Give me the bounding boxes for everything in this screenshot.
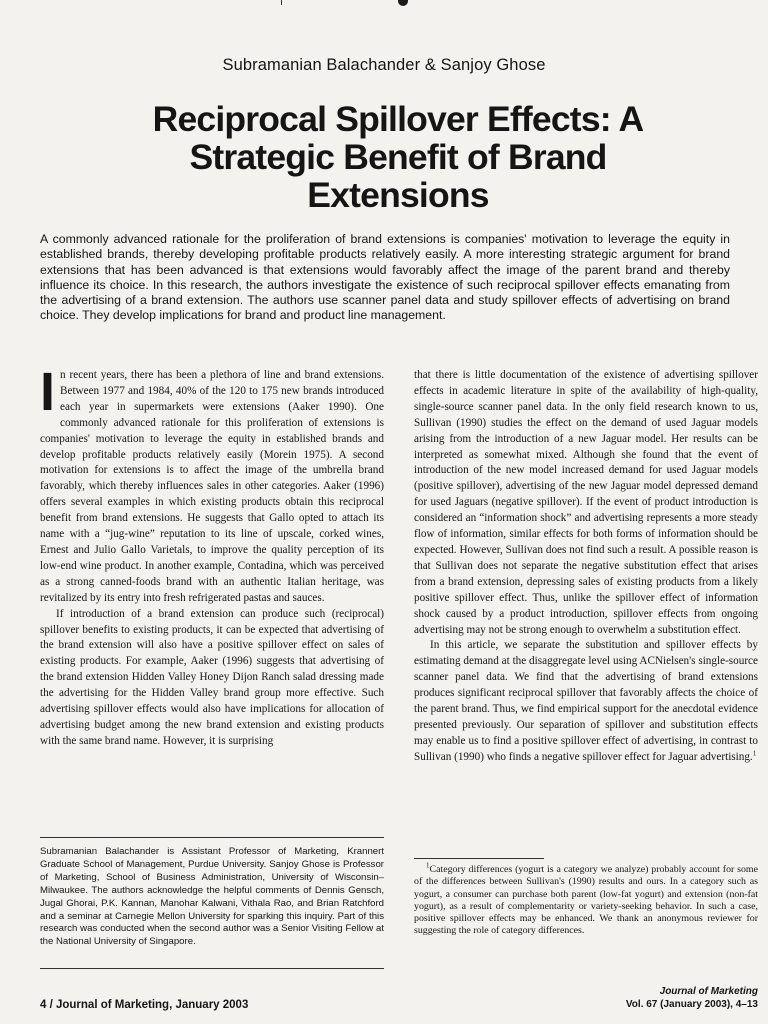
journal-name: Journal of Marketing bbox=[659, 986, 758, 997]
journal-volume: Vol. 67 (January 2003), 4–13 bbox=[625, 998, 758, 1010]
page-footer-citation: 4 / Journal of Marketing, January 2003 bbox=[40, 999, 249, 1011]
bio-top-rule bbox=[40, 837, 384, 838]
body-text: n recent years, there has been a plethora of line and brand extensions. Between 1977 and 1984, 40% of the 120 to 175 new brands introduced each year in supermarkets were extensions (Aaker 1990). One commonly advanced rationale for this proliferation of extensions is companies' motivation to leverage the equity in established brands and develop profitable products relatively easily (Morein 1975). A second motivation for extensions is to affect the image of the umbrella brand favorably, which thereby influences sales in other categories. Aaker (1996) offers several examples in which existing products obtain this reciprocal benefit from brand extensions. He suggests that Gallo opted to attach its name with a “jug-wine” reputation to its line of upscale, corked wines, Ernest and Julio Gallo Varietals, to improve the quality perception of its low-end wine product. In another example, Contadina, which was perceived as a strong canned-foods brand with an authentic Italian heritage, was revitalized by its entry into fresh refrigerated pastas and sauces. bbox=[40, 369, 384, 604]
scan-artifact-tick bbox=[281, 0, 282, 5]
author-bio: Subramanian Balachander is Assistant Professor of Marketing, Krannert Graduate School of Management, Purdue University. Sanjoy Ghose is Professor of Marketing, School of Business Administration, University of Wisconsin–Milwaukee. The authors acknowledge the helpful comments of Dennis Gensch, Jugal Ghorai, P.K. Kannan, Manohar Kalwani, Vithala Rao, and Brian Ratchford and a seminar at Carnegie Mellon University for sparking this inquiry. Part of this research was conducted when the second author was a Senior Visiting Fellow at the National University of Singapore. bbox=[40, 846, 384, 948]
bio-bottom-rule bbox=[40, 968, 384, 969]
drop-cap: I bbox=[40, 362, 56, 422]
body-paragraph bbox=[40, 362, 384, 607]
body-column-right bbox=[414, 368, 758, 766]
article-abstract: A commonly advanced rationale for the proliferation of brand extensions is companies' motivation to leverage the equity in established brands, thereby developing profitable products relatively easily. A more interesting strategic argument for brand extensions that has been advanced is that extensions would favorably affect the image of the parent brand and thereby influence its choice. In this research, the authors investigate the existence of such reciprocal spillover effects emanating from the advertising of a brand extension. The authors use scanner panel data and study spillover effects of advertising on brand choice. They develop implications for brand and product line management. bbox=[40, 232, 730, 323]
body-paragraph bbox=[414, 638, 758, 765]
page-footer-journal bbox=[560, 986, 758, 1011]
footnote-mark: 1 bbox=[426, 861, 430, 870]
body-text: In this article, we separate the substitution and spillover effects by estimating demand at the disaggregate level using ACNielsen's single-source scanner panel data. We find that the advertising of brand extensions produces significant reciprocal spillover that favorably affects the choice of the parent brand. Thus, we find empirical support for the anecdotal evidence presented previously. Our separation of spillover and substitution effects may enable us to find a positive spillover effect of advertising, in contrast to Sullivan (1990) who finds a negative spillover effect for Jaguar advertising. bbox=[414, 639, 758, 763]
article-title: Reciprocal Spillover Effects: A Strategic Benefit of Brand Extensions bbox=[152, 99, 644, 215]
body-paragraph: that there is little documentation of the existence of advertising spillover effects in academic literature in spite of the availability of high-quality, single-source scanner panel data. In the only field research known to us, Sullivan (1990) studies the effect on the demand of used Jaguar models arising from the introduction of a new Jaguar model. Her results can be interpreted as somewhat mixed. Although she found that the event of introduction of the new model increased demand for used Jaguar models (positive spillover), advertising of the new Jaguar model depressed demand for used Jaguars (negative spillover). If the event of product introduction is considered an “information shock” and advertising represents a more steady flow of information, similar effects for both forms of information should be expected. However, Sullivan does not find such a result. A possible reason is that Sullivan does not separate the negative substitution effect that arises from a brand extension, depressing sales of existing products from a likely positive spillover effect. Thus, unlike the spillover effect of information shock caused by a product introduction, spillover effects from ongoing advertising may not be strong enough to overwhelm a substitution effect. bbox=[414, 369, 758, 636]
body-column-left bbox=[40, 362, 384, 750]
article-authors: Subramanian Balachander & Sanjoy Ghose bbox=[222, 56, 546, 74]
scan-artifact-mark bbox=[398, 0, 408, 6]
footnote-reference: 1 bbox=[752, 749, 757, 758]
body-paragraph: If introduction of a brand extension can produce such (reciprocal) spillover benefits to existing products, it can be expected that advertising of the brand extension will also have a positive spillover effect on sales of existing products. For example, Aaker (1996) suggests that advertising of the brand extension Hidden Valley Honey Dijon Ranch salad dressing made the advertising for the Hidden Valley brand group more effective. Such advertising spillover effects would also have implications for allocation of advertising budget among the new brand extension and existing products with the same brand name. However, it is surprising bbox=[40, 607, 384, 747]
footnote bbox=[414, 861, 758, 938]
footnote-rule bbox=[414, 858, 544, 859]
footnote-text: Category differences (yogurt is a category we analyze) probably account for some of the differences between Sullivan's (1990) results and ours. In a category such as yogurt, a consumer can purchase both parent (low-fat yogurt) and extension (non-fat yogurt), as a result of complementarity or variety-seeking behavior. In such a case, positive spillover effects may be enhanced. We thank an anonymous reviewer for suggesting the role of category differences. bbox=[414, 864, 758, 937]
